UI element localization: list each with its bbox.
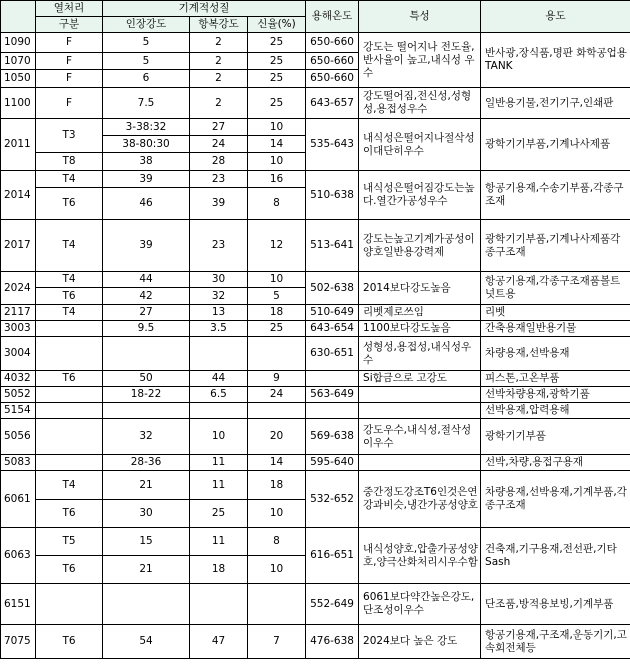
yield-cell: 25: [190, 500, 248, 528]
elongation-cell: 10: [248, 500, 306, 528]
yield-cell: 28: [190, 153, 248, 171]
characteristics-cell: [359, 455, 481, 471]
header-yield-strength: 항복강도: [190, 17, 248, 33]
temper-cell: F: [36, 70, 103, 88]
melt-temp-cell: 502-638: [306, 272, 359, 305]
yield-cell: 11: [190, 528, 248, 556]
header-mechanical-properties: 기계적성질: [103, 1, 306, 17]
uses-cell: 반사광,장식품,명판 화학공업용 TANK: [481, 33, 630, 88]
characteristics-cell: 내식성양호,압출가공성양호,양극산화처리시우수함: [359, 528, 481, 584]
table-row: [1, 337, 630, 371]
melt-temp-cell: [306, 371, 359, 387]
elongation-cell: 10: [248, 153, 306, 171]
elongation-cell: 8: [248, 528, 306, 556]
yield-cell: 27: [190, 119, 248, 136]
tensile-cell: 6: [103, 70, 190, 88]
temper-cell: [36, 419, 103, 455]
temper-cell: T4: [36, 220, 103, 272]
elongation-cell: 7: [248, 625, 306, 659]
uses-cell: 광학기기부품: [481, 419, 630, 455]
uses-cell: 광학기기부품,기계나사제품각종구조재: [481, 220, 630, 272]
yield-cell: [190, 403, 248, 419]
characteristics-cell: 강도우수,내식성,절삭성이우수: [359, 419, 481, 455]
temper-cell: T8: [36, 153, 103, 171]
uses-cell: 리벳: [481, 305, 630, 321]
melt-temp-cell: 552-649: [306, 584, 359, 625]
table-row: [1, 471, 630, 500]
table-row: [1, 419, 630, 455]
temper-cell: [36, 584, 103, 625]
elongation-cell: 18: [248, 471, 306, 500]
yield-cell: 30: [190, 272, 248, 288]
elongation-cell: [248, 403, 306, 419]
yield-cell: 18: [190, 556, 248, 584]
characteristics-cell: [359, 387, 481, 403]
alloy-cell: 1050: [1, 70, 36, 88]
header-tensile-strength: 인장강도: [103, 17, 190, 33]
elongation-cell: 14: [248, 136, 306, 153]
elongation-cell: 10: [248, 556, 306, 584]
uses-cell: 피스톤,고온부품: [481, 371, 630, 387]
alloy-cell: 1070: [1, 53, 36, 70]
melt-temp-cell: 643-657: [306, 88, 359, 119]
characteristics-cell: 2014보다강도높음: [359, 272, 481, 305]
elongation-cell: 25: [248, 88, 306, 119]
tensile-cell: 30: [103, 500, 190, 528]
table-row: [1, 272, 630, 288]
melt-temp-cell: 510-649: [306, 305, 359, 321]
tensile-cell: 46: [103, 188, 190, 220]
temper-cell: T6: [36, 371, 103, 387]
tensile-cell: 18-22: [103, 387, 190, 403]
uses-cell: 선박용재,압력용해: [481, 403, 630, 419]
table-row: [1, 625, 630, 659]
yield-cell: 2: [190, 88, 248, 119]
alloy-cell: 5083: [1, 455, 36, 471]
alloy-cell: 2011: [1, 119, 36, 171]
tensile-cell: 42: [103, 288, 190, 305]
alloy-cell: 5056: [1, 419, 36, 455]
alloy-cell: 6151: [1, 584, 36, 625]
table-row: [1, 305, 630, 321]
melt-temp-cell: 595-640: [306, 455, 359, 471]
uses-cell: 광학기기부품,기계나사제품: [481, 119, 630, 171]
yield-cell: 32: [190, 288, 248, 305]
melt-temp-cell: 535-643: [306, 119, 359, 171]
melt-temp-cell: [306, 403, 359, 419]
uses-cell: 차량용재,선박용재,기계부품,각종구조재: [481, 471, 630, 528]
yield-cell: 11: [190, 455, 248, 471]
header-melting-temp: 용해온도: [306, 1, 359, 33]
temper-cell: T4: [36, 471, 103, 500]
elongation-cell: [248, 584, 306, 625]
alloy-cell: 6061: [1, 471, 36, 528]
table-row: [1, 584, 630, 625]
tensile-cell: 5: [103, 33, 190, 53]
tensile-cell: 54: [103, 625, 190, 659]
melt-temp-cell: 650-660: [306, 70, 359, 88]
table-row: [1, 455, 630, 471]
temper-cell: T6: [36, 288, 103, 305]
uses-cell: 건축재,기구용재,전선판,기타Sash: [481, 528, 630, 584]
yield-cell: 44: [190, 371, 248, 387]
uses-cell: 선박차량용재,광학기품: [481, 387, 630, 403]
alloy-cell: 2117: [1, 305, 36, 321]
header-alloy: [1, 1, 36, 33]
header-uses: 용도: [481, 1, 630, 33]
tensile-cell: 3-38:32: [103, 119, 190, 136]
tensile-cell: 9.5: [103, 321, 190, 337]
elongation-cell: 10: [248, 272, 306, 288]
characteristics-cell: Si합금으로 고강도: [359, 371, 481, 387]
temper-cell: T6: [36, 625, 103, 659]
yield-cell: 13: [190, 305, 248, 321]
elongation-cell: 16: [248, 171, 306, 188]
yield-cell: 3.5: [190, 321, 248, 337]
alloy-cell: 2017: [1, 220, 36, 272]
melt-temp-cell: 532-652: [306, 471, 359, 528]
elongation-cell: 20: [248, 419, 306, 455]
temper-cell: [36, 337, 103, 371]
uses-cell: 단조품,방적용보빙,기계부품: [481, 584, 630, 625]
table-row: [1, 220, 630, 272]
tensile-cell: 39: [103, 171, 190, 188]
alloy-cell: 2024: [1, 272, 36, 305]
melt-temp-cell: 510-638: [306, 171, 359, 220]
table-row: [1, 119, 630, 136]
table-row: [1, 371, 630, 387]
table-row: [1, 33, 630, 53]
yield-cell: 6.5: [190, 387, 248, 403]
uses-cell: 선박,차량,용접구용재: [481, 455, 630, 471]
temper-cell: T4: [36, 272, 103, 288]
table-row: [1, 88, 630, 119]
melt-temp-cell: 650-660: [306, 33, 359, 53]
header-elongation: 신율(%): [248, 17, 306, 33]
characteristics-cell: 내식성은떨어짐강도는높다.열간가공성우수: [359, 171, 481, 220]
alloy-cell: 1100: [1, 88, 36, 119]
characteristics-cell: [359, 403, 481, 419]
elongation-cell: 14: [248, 455, 306, 471]
elongation-cell: 25: [248, 70, 306, 88]
yield-cell: 11: [190, 471, 248, 500]
alloy-cell: 2014: [1, 171, 36, 220]
alloy-cell: 1090: [1, 33, 36, 53]
temper-cell: T3: [36, 119, 103, 153]
yield-cell: 10: [190, 419, 248, 455]
yield-cell: 24: [190, 136, 248, 153]
table-row: [1, 528, 630, 556]
alloy-cell: 6063: [1, 528, 36, 584]
tensile-cell: 28-36: [103, 455, 190, 471]
alloy-cell: 3003: [1, 321, 36, 337]
uses-cell: 항공기용재,수송기부품,각종구조재: [481, 171, 630, 220]
tensile-cell: [103, 584, 190, 625]
alloy-cell: 7075: [1, 625, 36, 659]
tensile-cell: 50: [103, 371, 190, 387]
melt-temp-cell: 616-651: [306, 528, 359, 584]
tensile-cell: 5: [103, 53, 190, 70]
tensile-cell: [103, 337, 190, 371]
tensile-cell: 39: [103, 220, 190, 272]
tensile-cell: 38-80:30: [103, 136, 190, 153]
elongation-cell: 12: [248, 220, 306, 272]
elongation-cell: 8: [248, 188, 306, 220]
tensile-cell: 32: [103, 419, 190, 455]
melt-temp-cell: 643-654: [306, 321, 359, 337]
table-row: [1, 171, 630, 188]
characteristics-cell: 6061보다약간높은강도,단조성이우수: [359, 584, 481, 625]
temper-cell: T5: [36, 528, 103, 556]
temper-cell: T6: [36, 500, 103, 528]
characteristics-cell: 내식성은떨어지나절삭성이대단히우수: [359, 119, 481, 171]
melt-temp-cell: 569-638: [306, 419, 359, 455]
temper-cell: F: [36, 88, 103, 119]
elongation-cell: 25: [248, 33, 306, 53]
uses-cell: 일반용기물,전기기구,인쇄판: [481, 88, 630, 119]
temper-cell: T6: [36, 556, 103, 584]
temper-cell: T6: [36, 188, 103, 220]
yield-cell: [190, 584, 248, 625]
melt-temp-cell: 476-638: [306, 625, 359, 659]
characteristics-cell: 리벳제로쓰임: [359, 305, 481, 321]
tensile-cell: 21: [103, 556, 190, 584]
tensile-cell: [103, 403, 190, 419]
tensile-cell: 38: [103, 153, 190, 171]
elongation-cell: 5: [248, 288, 306, 305]
table-row: [1, 321, 630, 337]
characteristics-cell: 강도는 떨어지나 전도율,반사율이 높고,내식성 우수: [359, 33, 481, 88]
elongation-cell: 25: [248, 53, 306, 70]
yield-cell: 2: [190, 70, 248, 88]
table-row: [1, 403, 630, 419]
yield-cell: 23: [190, 171, 248, 188]
uses-cell: 항공기용재,각종구조재품볼트넛트용: [481, 272, 630, 305]
characteristics-cell: 강도떨어짐,전신성,성형성,용접성우수: [359, 88, 481, 119]
elongation-cell: 10: [248, 119, 306, 136]
yield-cell: 47: [190, 625, 248, 659]
header-heat-treatment: 열처리: [36, 1, 103, 17]
tensile-cell: 27: [103, 305, 190, 321]
characteristics-cell: 중간정도강조T6인것은연강과비슷,냉간가공성양호: [359, 471, 481, 528]
temper-cell: [36, 455, 103, 471]
elongation-cell: 18: [248, 305, 306, 321]
yield-cell: 2: [190, 53, 248, 70]
yield-cell: 23: [190, 220, 248, 272]
yield-cell: [190, 337, 248, 371]
melt-temp-cell: 563-649: [306, 387, 359, 403]
yield-cell: 2: [190, 33, 248, 53]
elongation-cell: 24: [248, 387, 306, 403]
yield-cell: 39: [190, 188, 248, 220]
alloy-cell: 5052: [1, 387, 36, 403]
alloy-cell: 3004: [1, 337, 36, 371]
temper-cell: T4: [36, 305, 103, 321]
temper-cell: [36, 403, 103, 419]
temper-cell: [36, 387, 103, 403]
melt-temp-cell: 630-651: [306, 337, 359, 371]
characteristics-cell: 1100보다강도높음: [359, 321, 481, 337]
tensile-cell: 7.5: [103, 88, 190, 119]
melt-temp-cell: 513-641: [306, 220, 359, 272]
temper-cell: F: [36, 53, 103, 70]
melt-temp-cell: 650-660: [306, 53, 359, 70]
elongation-cell: 9: [248, 371, 306, 387]
uses-cell: 간축용재일반용기물: [481, 321, 630, 337]
temper-cell: F: [36, 33, 103, 53]
alloy-cell: 4032: [1, 371, 36, 387]
characteristics-cell: 성형성,용접성,내식성우수: [359, 337, 481, 371]
header-characteristics: 특성: [359, 1, 481, 33]
characteristics-cell: 강도는높고기계가공성이양호일반용강력제: [359, 220, 481, 272]
tensile-cell: 15: [103, 528, 190, 556]
tensile-cell: 21: [103, 471, 190, 500]
characteristics-cell: 2024보다 높은 강도: [359, 625, 481, 659]
uses-cell: 항공기용재,구조재,운동기기,고속회전체등: [481, 625, 630, 659]
uses-cell: 차량용재,선박용재: [481, 337, 630, 371]
temper-cell: [36, 321, 103, 337]
header-category: 구분: [36, 17, 103, 33]
elongation-cell: [248, 337, 306, 371]
tensile-cell: 44: [103, 272, 190, 288]
alloy-cell: 5154: [1, 403, 36, 419]
elongation-cell: 25: [248, 321, 306, 337]
temper-cell: T4: [36, 171, 103, 188]
table-row: [1, 387, 630, 403]
